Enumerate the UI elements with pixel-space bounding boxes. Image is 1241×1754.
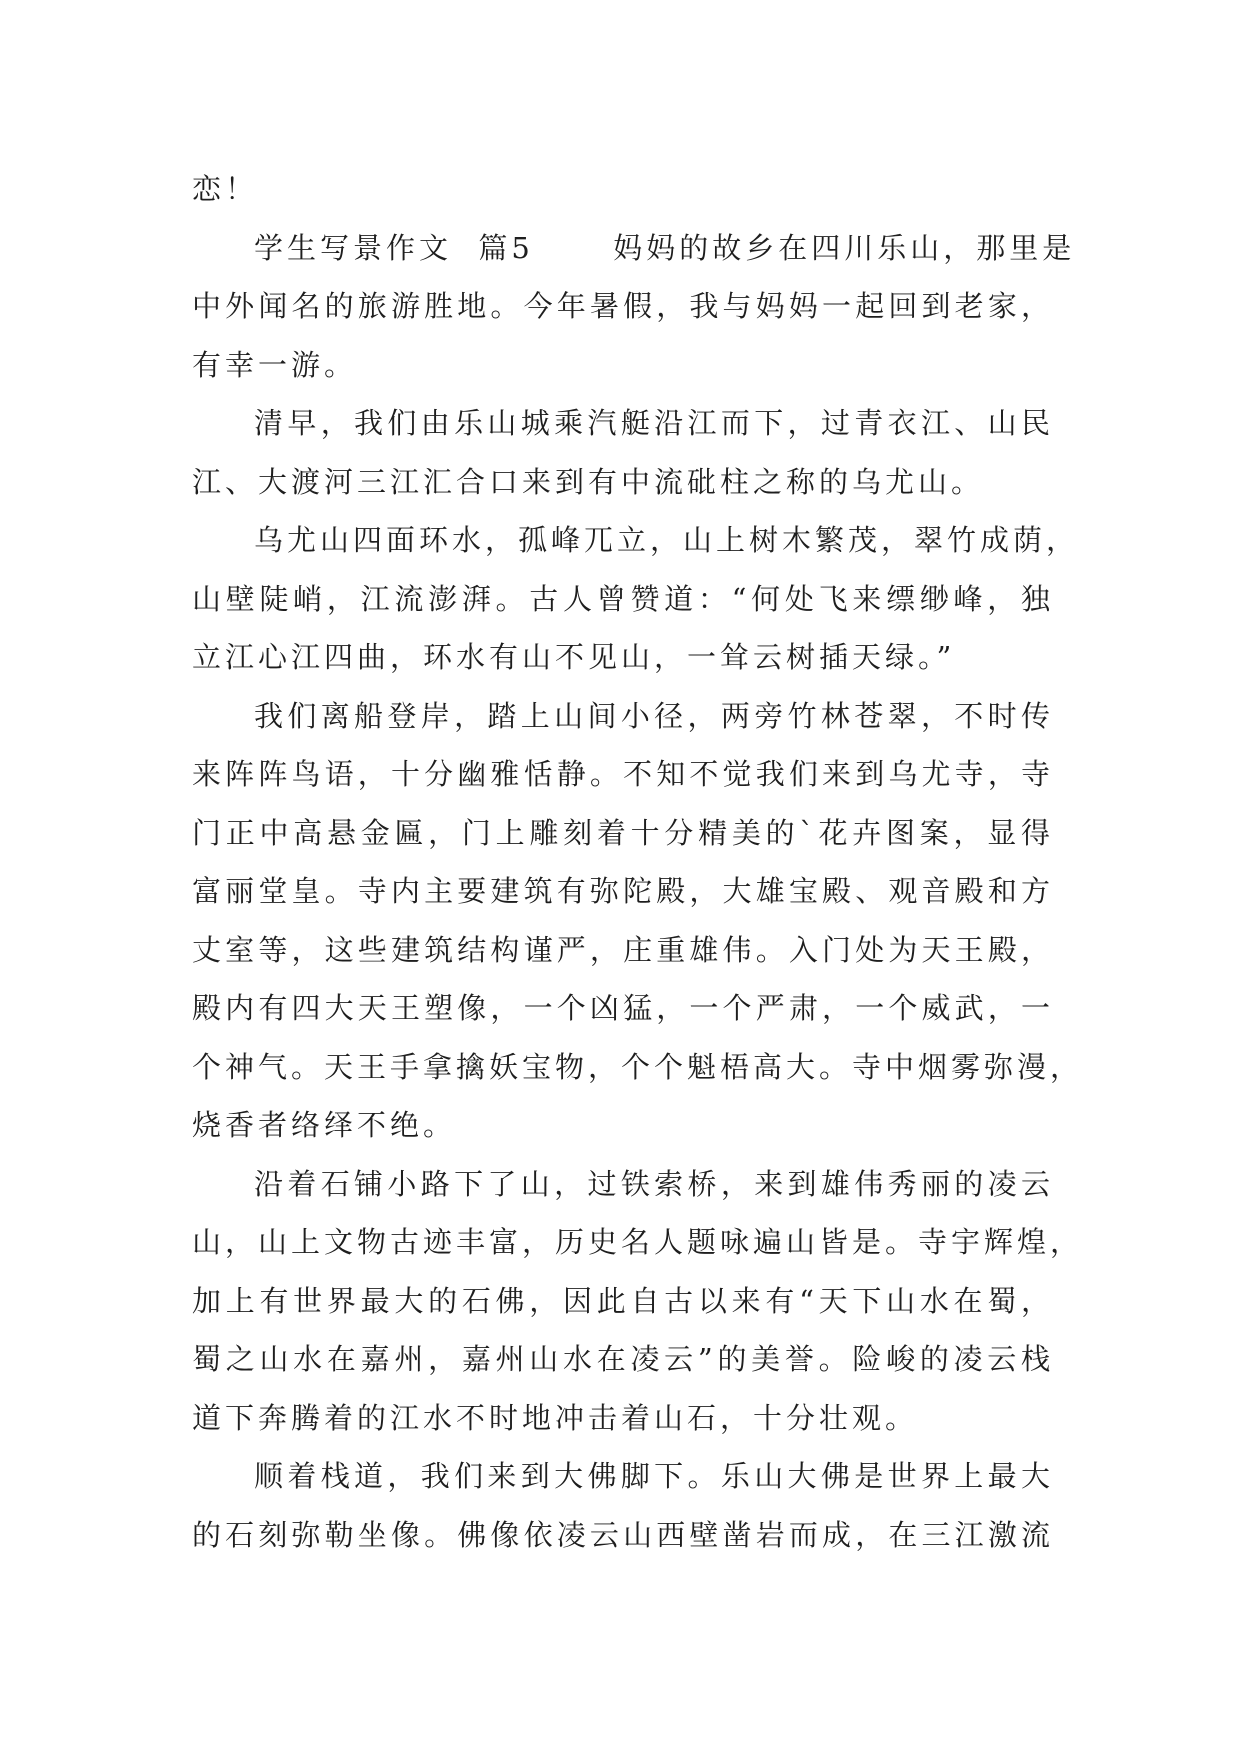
text-line: 中外闻名的旅游胜地。今年暑假，我与妈妈一起回到老家， <box>192 289 1054 323</box>
article-body <box>192 160 1084 1564</box>
text-line: 门正中高悬金匾，门上雕刻着十分精美的`花卉图案，显得 <box>192 815 1054 850</box>
text-line: 沿着石铺小路下了山，过铁索桥，来到雄伟秀丽的凌云 <box>254 1166 1054 1201</box>
text-line: 殿内有四大天王塑像，一个凶猛，一个严肃，一个威武，一 <box>192 991 1054 1025</box>
text-line: 清早，我们由乐山城乘汽艇沿江而下，过青衣江、山民 <box>254 406 1054 440</box>
text-line: 富丽堂皇。寺内主要建筑有弥陀殿，大雄宝殿、观音殿和方 <box>192 874 1054 908</box>
text-line: 恋！ <box>192 172 259 206</box>
text-line: 山壁陡峭，江流澎湃。古人曾赞道：“何处飞来缥缈峰，独 <box>192 581 1054 616</box>
text-line: 加上有世界最大的石佛，因此自古以来有“天下山水在蜀， <box>192 1283 1054 1318</box>
text-line: 我们离船登岸，踏上山间小径，两旁竹林苍翠，不时传 <box>254 698 1054 733</box>
text-line: 山，山上文物古迹丰富，历史名人题咏遍山皆是。寺宇辉煌， <box>192 1225 1084 1259</box>
text-line: 蜀之山水在嘉州，嘉州山水在凌云”的美誉。险峻的凌云栈 <box>192 1342 1054 1376</box>
text-line: 道下奔腾着的江水不时地冲击着山石，十分壮观。 <box>192 1400 919 1435</box>
section-heading-line: 学生写景作文 篇5 妈妈的故乡在四川乐山，那里是 <box>254 230 1076 265</box>
text-line: 烧香者络绎不绝。 <box>192 1108 457 1142</box>
text-line: 丈室等，这些建筑结构谨严，庄重雄伟。入门处为天王殿， <box>192 932 1054 967</box>
text-line: 江、大渡河三江汇合口来到有中流砒柱之称的乌尤山。 <box>192 464 985 499</box>
text-line: 来阵阵鸟语，十分幽雅恬静。不知不觉我们来到乌尤寺，寺 <box>192 757 1054 791</box>
text-line: 的石刻弥勒坐像。佛像依凌云山西壁凿岩而成，在三江激流 <box>192 1517 1054 1552</box>
text-line: 顺着栈道，我们来到大佛脚下。乐山大佛是世界上最大 <box>254 1459 1054 1493</box>
text-line: 乌尤山四面环水，孤峰兀立，山上树木繁茂，翠竹成荫， <box>254 523 1080 557</box>
text-line: 立江心江四曲，环水有山不见山，一耸云树插天绿。” <box>192 640 956 674</box>
text-line: 个神气。天王手拿擒妖宝物，个个魁梧高大。寺中烟雾弥漫， <box>192 1049 1084 1084</box>
text-line: 有幸一游。 <box>192 347 358 382</box>
